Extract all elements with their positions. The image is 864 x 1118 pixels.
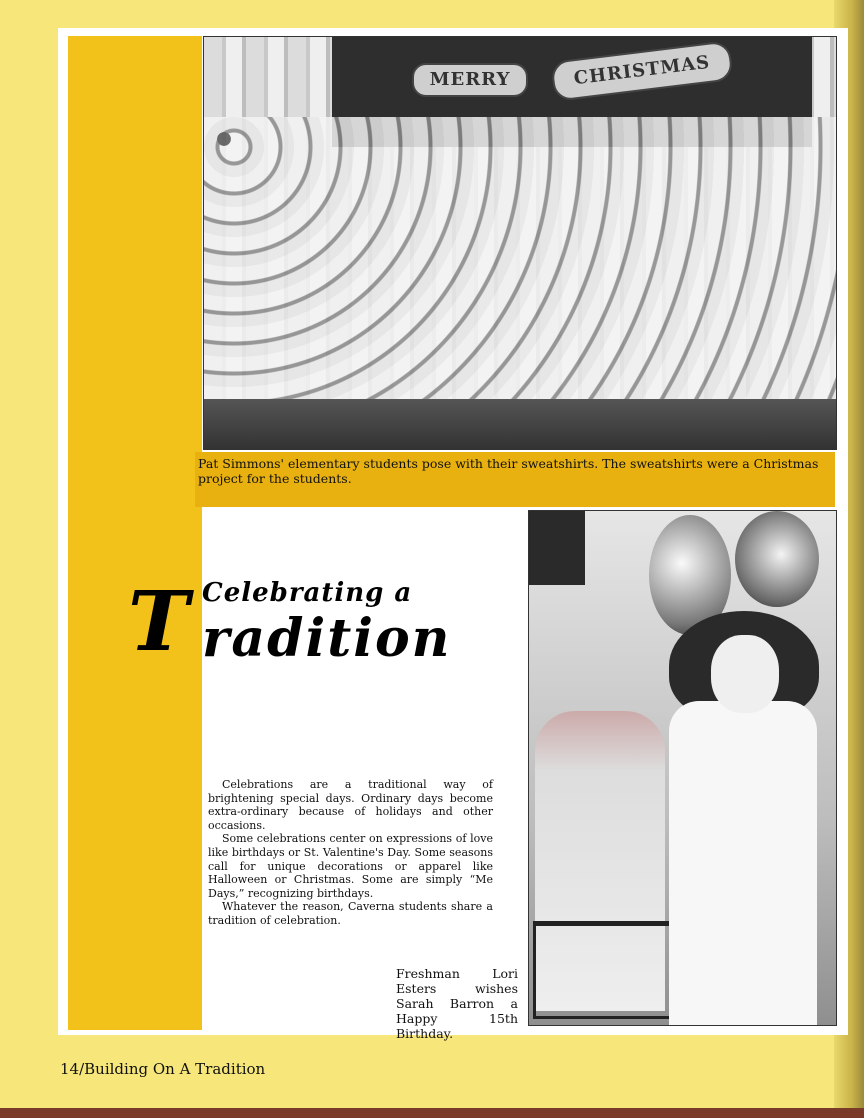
headline-drop-cap: T [128, 574, 190, 670]
class-photo-caption: Pat Simmons' elementary students pose with their sweatshirts. The sweatshirts were a Christmas project for the students. [198, 456, 819, 486]
body-paragraph: Celebrations are a traditional way of brightening special days. Ordinary days become extra-ordinary because of holidays and other occasions. [208, 778, 493, 832]
page-folio: 14/Building On A Tradition [60, 1060, 266, 1078]
headline-line-2: radition [202, 608, 452, 669]
floor [204, 399, 836, 449]
merry-sign: MERRY [412, 63, 528, 97]
class-photo [203, 36, 837, 450]
christmas-sign: CHRISTMAS [550, 40, 734, 102]
balloon [735, 511, 819, 607]
headline-line-1: Celebrating a [202, 578, 413, 608]
body-copy [208, 778, 493, 928]
body-paragraph: Whatever the reason, Caverna students share a tradition of celebration. [208, 900, 493, 927]
students-group [204, 117, 836, 417]
birthday-photo-caption: Freshman Lori Esters wishes Sarah Barron a Happy 15th Birthday. [396, 966, 518, 1041]
wall-vent [529, 511, 585, 585]
gold-sidebar [68, 36, 202, 1030]
bottom-edge [0, 1108, 864, 1118]
body-paragraph: Some celebrations center on expressions of love like birthdays or St. Valentine's Day. Some seasons call for unique decorations or apparel like Halloween or Christmas. Some are simply “Me Days,” recognizing birthdays. [208, 832, 493, 900]
birthday-photo [528, 510, 837, 1026]
student-face [711, 635, 779, 713]
student-standing [669, 701, 817, 1026]
headline [120, 570, 520, 680]
